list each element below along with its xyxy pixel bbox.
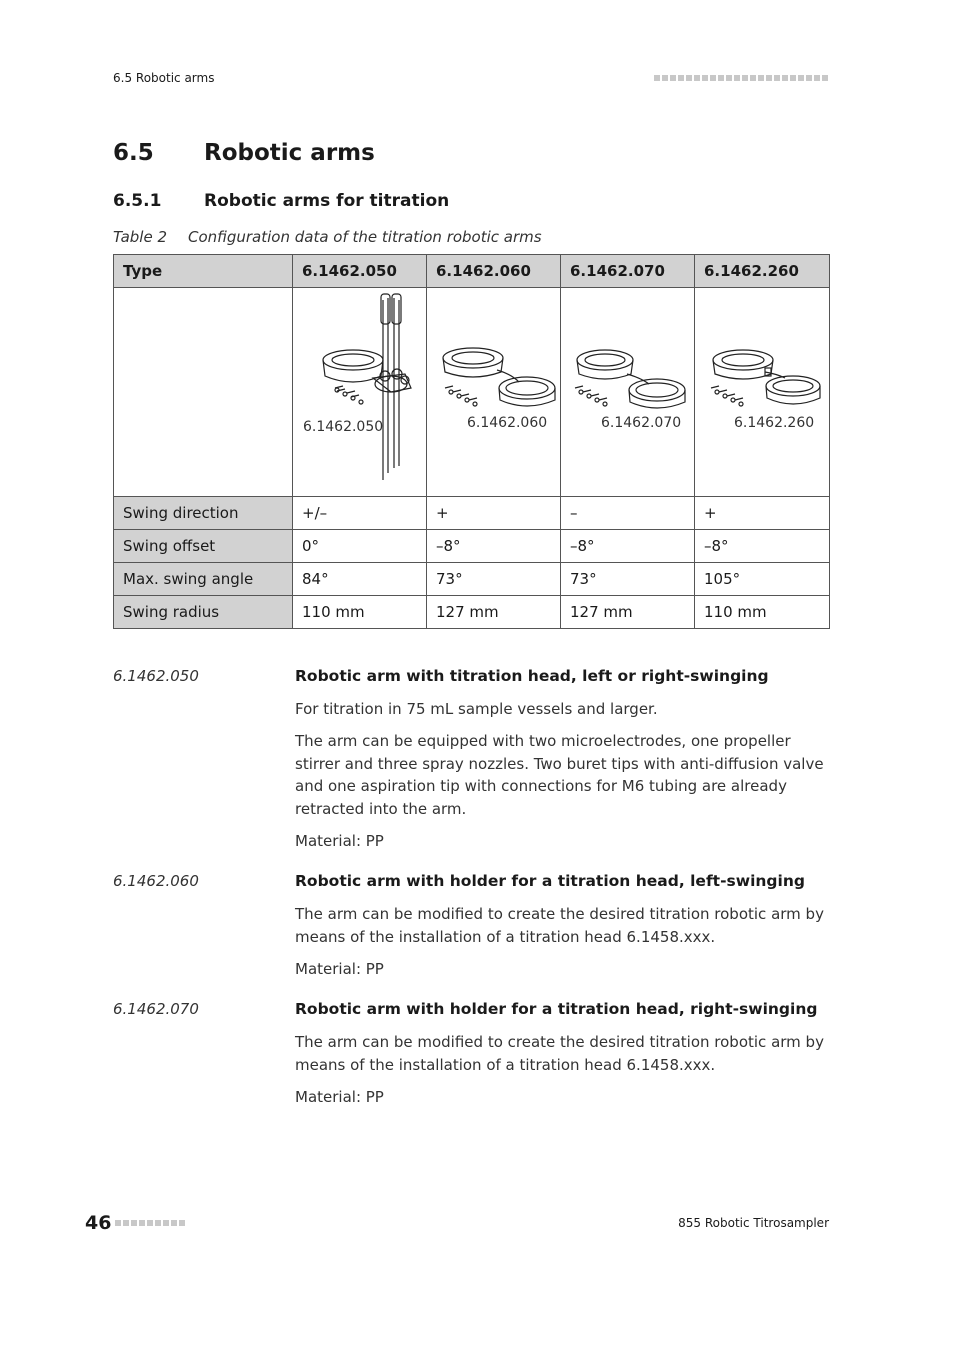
row-label: Swing radius bbox=[114, 596, 293, 629]
titration-arm-060-illustration bbox=[427, 288, 560, 492]
entry-paragraph: For titration in 75 mL sample vessels and larger. bbox=[295, 700, 658, 718]
running-header: 6.5 Robotic arms bbox=[113, 71, 215, 85]
table-cell: + bbox=[427, 497, 561, 530]
table-row bbox=[114, 497, 830, 530]
entry-paragraph: Material: PP bbox=[295, 832, 384, 850]
entry-paragraph: The arm can be modified to create the desired titration robotic arm by means of the installation of a titration head 6.1458.xxx. bbox=[295, 1033, 824, 1074]
table-cell: 110 mm bbox=[293, 596, 427, 629]
image-label: 6.1462.070 bbox=[601, 415, 682, 431]
table-caption-number: Table 2 bbox=[113, 228, 168, 246]
entry-title: Robotic arm with holder for a titration head, right-swinging bbox=[295, 1000, 818, 1018]
table-cell: 105° bbox=[695, 563, 830, 596]
table-image-cell bbox=[427, 288, 561, 497]
table-header-row bbox=[114, 255, 830, 288]
titration-arm-260-illustration bbox=[695, 288, 829, 492]
entry-paragraph: The arm can be equipped with two microelectrodes, one propeller stirrer and three spray nozzles. Two buret tips with anti-diffusion valve and one aspiration tip with connections for M6 tubing are already retracted into the arm. bbox=[295, 732, 824, 818]
table-row bbox=[114, 530, 830, 563]
table-header-cell: 6.1462.050 bbox=[293, 255, 427, 288]
subsection-title: Robotic arms for titration bbox=[204, 191, 450, 211]
table-header-cell: 6.1462.260 bbox=[695, 255, 830, 288]
table-cell: 84° bbox=[293, 563, 427, 596]
entry-title: Robotic arm with titration head, left or right-swinging bbox=[295, 667, 769, 685]
table-header-cell: 6.1462.070 bbox=[561, 255, 695, 288]
table-caption bbox=[113, 228, 542, 246]
table-cell: –8° bbox=[427, 530, 561, 563]
header-decoration bbox=[654, 75, 828, 81]
table-header-cell: Type bbox=[114, 255, 293, 288]
configuration-table bbox=[113, 254, 830, 629]
table-cell: 127 mm bbox=[427, 596, 561, 629]
entry-paragraph: Material: PP bbox=[295, 960, 384, 978]
image-label: 6.1462.050 bbox=[303, 419, 384, 435]
table-image-cell bbox=[695, 288, 830, 497]
section-number: 6.5 bbox=[113, 140, 154, 166]
entry-term: 6.1462.060 bbox=[113, 872, 199, 890]
row-label: Swing direction bbox=[114, 497, 293, 530]
image-label: 6.1462.260 bbox=[734, 415, 815, 431]
titration-arm-070-illustration bbox=[561, 288, 694, 492]
table-image-empty-cell bbox=[114, 288, 293, 497]
page-number: 46 bbox=[85, 1212, 112, 1234]
table-row bbox=[114, 563, 830, 596]
table-cell: –8° bbox=[561, 530, 695, 563]
titration-arm-050-illustration bbox=[293, 288, 426, 492]
table-cell: + bbox=[695, 497, 830, 530]
image-label: 6.1462.060 bbox=[467, 415, 548, 431]
table-image-cell bbox=[293, 288, 427, 497]
table-cell: 110 mm bbox=[695, 596, 830, 629]
table-image-row bbox=[114, 288, 830, 497]
table-cell: –8° bbox=[695, 530, 830, 563]
subsection-number: 6.5.1 bbox=[113, 191, 162, 211]
section-heading bbox=[113, 140, 375, 166]
table-row bbox=[114, 596, 830, 629]
table-cell: 73° bbox=[561, 563, 695, 596]
table-cell: +/– bbox=[293, 497, 427, 530]
table-cell: 127 mm bbox=[561, 596, 695, 629]
table-caption-text: Configuration data of the titration robotic arms bbox=[188, 228, 542, 246]
table-image-cell bbox=[561, 288, 695, 497]
section-title: Robotic arms bbox=[204, 140, 375, 166]
product-name: 855 Robotic Titrosampler bbox=[678, 1216, 829, 1230]
entry-paragraph: The arm can be modified to create the desired titration robotic arm by means of the installation of a titration head 6.1458.xxx. bbox=[295, 905, 824, 946]
row-label: Max. swing angle bbox=[114, 563, 293, 596]
table-header-cell: 6.1462.060 bbox=[427, 255, 561, 288]
table-cell: 73° bbox=[427, 563, 561, 596]
footer-decoration bbox=[115, 1220, 185, 1226]
entry-title: Robotic arm with holder for a titration head, left-swinging bbox=[295, 872, 805, 890]
table-cell: – bbox=[561, 497, 695, 530]
entry-term: 6.1462.050 bbox=[113, 667, 199, 685]
entry-term: 6.1462.070 bbox=[113, 1000, 199, 1018]
table-cell: 0° bbox=[293, 530, 427, 563]
subsection-heading bbox=[113, 191, 449, 211]
entry-paragraph: Material: PP bbox=[295, 1088, 384, 1106]
row-label: Swing offset bbox=[114, 530, 293, 563]
